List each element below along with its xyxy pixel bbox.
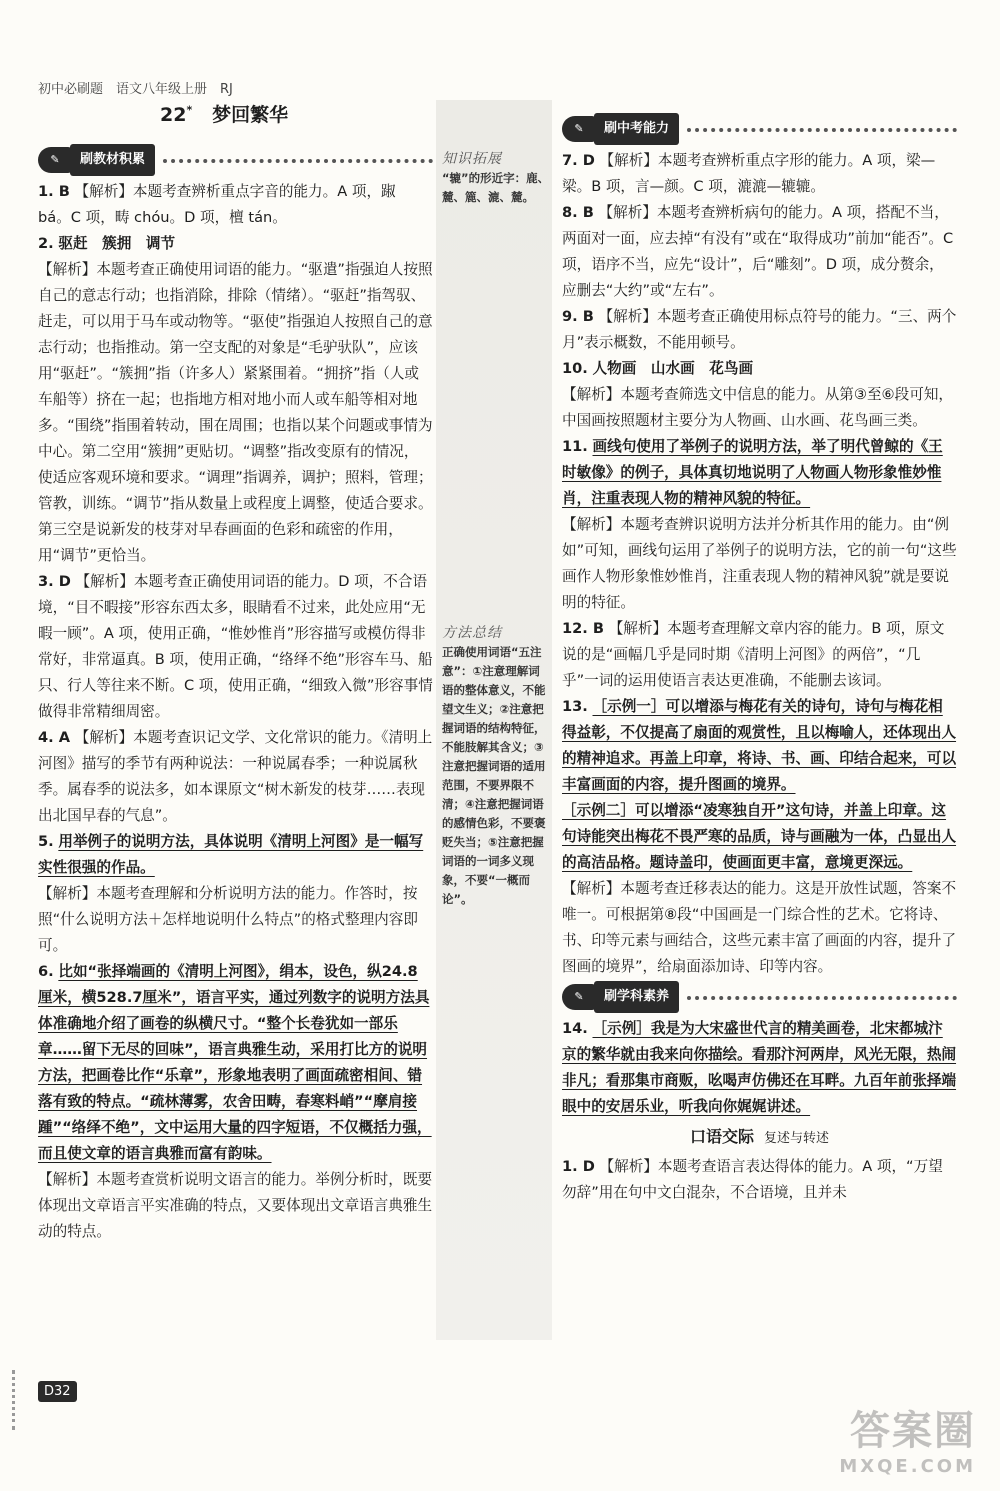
list-item xyxy=(38,231,433,257)
list-item xyxy=(562,304,957,356)
page-edge-dots xyxy=(12,1370,35,1430)
lesson-number: 22 xyxy=(160,104,187,126)
dotted-divider xyxy=(687,996,957,1000)
list-item xyxy=(562,876,957,980)
lesson-mark: * xyxy=(186,103,193,117)
item-number: 5. xyxy=(38,833,54,850)
tip-body: “辘”的形近字：鹿、麓、簏、漉、麓。 xyxy=(442,171,550,204)
answer-list-left xyxy=(38,179,433,1245)
oral-subtitle: 复述与转述 xyxy=(764,1131,830,1146)
item-text: 【解析】本题考查理解和分析说明方法的能力。作答时，按照“什么说明方法＋怎样地说明什么特点”的格式整理内容即可。 xyxy=(38,885,418,954)
page-number: D32 xyxy=(38,1381,77,1402)
item-text: 比如“张择端画的《清明上河图》，绢本，设色，纵24.8 厘米，横528.7厘米”，语言平实，通过列数字的说明方法具体准确地介绍了画卷的纵横尺寸。“整个长卷犹如一部乐章……留下无尽的回味”，语言典雅生动，采用打比方的说明方法，把画卷比作“乐章”，形象地表明了画面疏密相间、错落有致的特点。“疏林薄雾，农舍田畴，春寒料峭”“摩肩接踵”“络绎不绝”，文中运用大量的四字短语，不仅概括力强，而且使文章的语言典雅而富有韵味。 xyxy=(38,963,432,1162)
brush-icon: ✎ xyxy=(562,984,596,1010)
item-text: ［示例二］可以增添“凌寒独自开”这句诗，并盖上印章。这句诗能突出梅花不畏严寒的品质，诗与画融为一体，凸显出人的高洁品格。题诗盖印，使画面更丰富，意境更深远。 xyxy=(562,802,957,871)
watermark-url: MXQE.COM xyxy=(839,1456,976,1477)
item-number: 11. xyxy=(562,438,588,455)
watermark-logo-text: 答案圈 xyxy=(850,1408,976,1454)
tip-title: 方法总结 xyxy=(442,625,502,641)
section-head-literacy xyxy=(562,982,957,1012)
item-number: 1. D xyxy=(562,1158,595,1175)
item-text: 【解析】本题考查正确使用标点符号的能力。“三、两个月”表示概数，不能用顿号。 xyxy=(562,308,957,351)
item-text: 驱赶 簇拥 调节 xyxy=(58,235,176,252)
section-head-exam xyxy=(562,114,957,144)
item-number: 8. B xyxy=(562,204,594,221)
list-item xyxy=(562,694,957,798)
item-text: 【解析】本题考查辨析重点字音的能力。A 项，踧 bá。C 项，畴 chóu。D 项，檀 tán。 xyxy=(38,183,396,226)
item-number: 6. xyxy=(38,963,54,980)
list-item xyxy=(38,179,433,231)
item-text: 【解析】本题考查正确使用词语的能力。“驱遣”指强迫人按照自己的意志行动；也指消除，排除（情绪）。“驱赶”指驾驭、赶走，可以用于马车或动物等。“驱使”指强迫人按照自己的意志行动；也指推动。第一空支配的对象是“毛驴驮队”，应该用“驱赶”。“簇拥”指（许多人）紧紧围着。“拥挤”指（人或车船等）挤在一起；也指地方相对地小而人或车船等相对地多。“围绕”指围着转动，围在周围；也指以某个问题或事情为中心。第二空用“簇拥”更贴切。“调整”指改变原有的情况，使适应客观环境和要求。“调理”指调养，调护；照料，管理；管教，训练。“调节”指从数量上或程度上调整，使适合要求。第三空是说新发的枝芽对早春画面的色彩和疏密的作用，用“调节”更恰当。 xyxy=(38,261,433,564)
section-label: 刷中考能力 xyxy=(594,113,679,145)
item-text: 【解析】本题考查筛选文中信息的能力。从第③至⑥段可知，中国画按照题材主要分为人物画、山水画、花鸟画三类。 xyxy=(562,386,954,429)
item-number: 1. B xyxy=(38,183,70,200)
brush-icon: ✎ xyxy=(38,147,72,173)
list-item xyxy=(562,512,957,616)
list-item xyxy=(38,881,433,959)
item-text: 【解析】本题考查辨识说明方法并分析其作用的能力。由“例如”可知，画线句运用了举例子的说明方法，它的前一句“这些画作人物形象惟妙惟肖，注重表现人物的精神风貌”就是要说明的特征。 xyxy=(562,516,957,611)
item-text: ［示例］我是为大宋盛世代言的精美画卷，北宋都城汴京的繁华就由我来向你描绘。看那汴河两岸，风光无限，热闹非凡；看那集市商贩，吆喝声仿佛还在耳畔。九百年前张择端眼中的安居乐业，听我向你娓娓讲述。 xyxy=(562,1020,957,1115)
item-text: 【解析】本题考查辨析重点字形的能力。A 项，梁—梁。B 项，言—颜。C 项，漉漉—辘辘。 xyxy=(562,152,936,195)
brush-icon: ✎ xyxy=(562,116,596,142)
tip-box-knowledge xyxy=(442,150,550,207)
item-number: 9. B xyxy=(562,308,594,325)
item-number: 3. D xyxy=(38,573,71,590)
tip-body: 正确使用词语“五注意”：①注意理解词语的整体意义，不能望文生义；②注意把握词语的结构特征，不能肢解其含义；③注意把握词语的适用范围，不要界限不清；④注意把握词语的感情色彩，不要褒贬失当；⑤注意把握词语的一词多义现象，不要“一概而论”。 xyxy=(442,645,546,906)
section-label: 刷教材积累 xyxy=(70,144,155,176)
item-text: 【解析】本题考查辨析病句的能力。A 项，搭配不当，两面对一面，应去掉“有没有”或在“取得成功”前加“能否”。C 项，语序不当，应先“设计”，后“雕刻”。D 项，成分赘余，应删去“大约”或“左右”。 xyxy=(562,204,954,299)
list-item xyxy=(38,959,433,1167)
item-text: 画线句使用了举例子的说明方法，举了明代曾鲸的《王时敏像》的例子，具体真切地说明了人物画人物形象惟妙惟肖，注重表现人物的精神风貌的特征。 xyxy=(562,438,943,507)
item-number: 4. A xyxy=(38,729,71,746)
list-item xyxy=(38,829,433,881)
item-text: 人物画 山水画 花鸟画 xyxy=(592,360,754,377)
item-number: 7. D xyxy=(562,152,595,169)
tip-box-method xyxy=(442,624,550,909)
list-item xyxy=(562,200,957,304)
oral-title: 口语交际 xyxy=(689,1127,754,1146)
section-head-textbook xyxy=(38,145,433,175)
answer-list-right-2 xyxy=(562,1016,957,1120)
list-item xyxy=(38,569,433,725)
item-number: 13. xyxy=(562,698,588,715)
list-item xyxy=(562,382,957,434)
item-text: 【解析】本题考查语言表达得体的能力。A 项，“万望勿辞”用在句中文白混杂，不合语境，且并未 xyxy=(562,1158,943,1201)
watermark xyxy=(839,1399,976,1477)
item-number: 10. xyxy=(562,360,588,377)
right-column xyxy=(562,112,957,1206)
item-number: 12. B xyxy=(562,620,605,637)
running-header: 初中必刷题 语文八年级上册 RJ xyxy=(38,82,233,97)
section-label: 刷学科素养 xyxy=(594,981,679,1013)
list-item xyxy=(562,798,957,876)
answer-list-right xyxy=(562,148,957,980)
item-number: 14. xyxy=(562,1020,588,1037)
item-text: 用举例子的说明方法，具体说明《清明上河图》是一幅写实性很强的作品。 xyxy=(38,833,424,876)
dotted-divider xyxy=(687,128,957,132)
list-item xyxy=(562,148,957,200)
list-item xyxy=(562,616,957,694)
item-text: 【解析】本题考查正确使用词语的能力。D 项，不合语境，“目不暇接”形容东西太多，眼睛看不过来，此处应用“无暇一顾”。A 项，使用正确，“惟妙惟肖”形容描写或模仿得非常好，非常逼真。B 项，使用正确，“络绎不绝”形容车马、船只、行人等往来不断。C 项，使用正确，“细致入微”形容事情做得非常精细周密。 xyxy=(38,573,433,720)
lesson-title xyxy=(160,100,288,127)
left-column xyxy=(38,143,433,1245)
list-item xyxy=(562,1154,957,1206)
item-text: ［示例一］可以增添与梅花有关的诗句，诗句与梅花相得益彰，不仅提高了扇面的观赏性，且以梅喻人，还体现出人的精神追求。再盖上印章，将诗、书、画、印结合起来，可以丰富画面的内容，提升图画的境界。 xyxy=(562,698,957,793)
item-text: 【解析】本题考查赏析说明文语言的能力。举例分析时，既要体现出文章语言平实准确的特点，又要体现出文章语言典雅生动的特点。 xyxy=(38,1171,433,1240)
list-item xyxy=(38,725,433,829)
tip-title: 知识拓展 xyxy=(442,151,502,167)
oral-heading xyxy=(562,1124,957,1152)
list-item xyxy=(562,1016,957,1120)
item-text: 【解析】本题考查迁移表达的能力。这是开放性试题，答案不唯一。可根据第⑧段“中国画是一门综合性的艺术。它将诗、书、印等元素与画结合，这些元素丰富了画面的内容，提升了图画的境界”，给扇面添加诗、印等内容。 xyxy=(562,880,957,975)
lesson-name: 梦回繁华 xyxy=(212,104,289,126)
list-item xyxy=(38,257,433,569)
item-text: 【解析】本题考查理解文章内容的能力。B 项，原文说的是“画幅几乎是同时期《清明上河图》的两倍”，“几乎”一词的运用使语言表达更准确，不能删去该词。 xyxy=(562,620,945,689)
dotted-divider xyxy=(163,159,433,163)
list-item xyxy=(562,356,957,382)
item-text: 【解析】本题考查识记文学、文化常识的能力。《清明上河图》描写的季节有两种说法：一种说属春季；一种说属秋季。属春季的说法多，如本课原文“树木新发的枝芽……表现出北国早春的气息”。 xyxy=(38,729,433,824)
item-number: 2. xyxy=(38,235,54,252)
list-item xyxy=(38,1167,433,1245)
list-item xyxy=(562,434,957,512)
